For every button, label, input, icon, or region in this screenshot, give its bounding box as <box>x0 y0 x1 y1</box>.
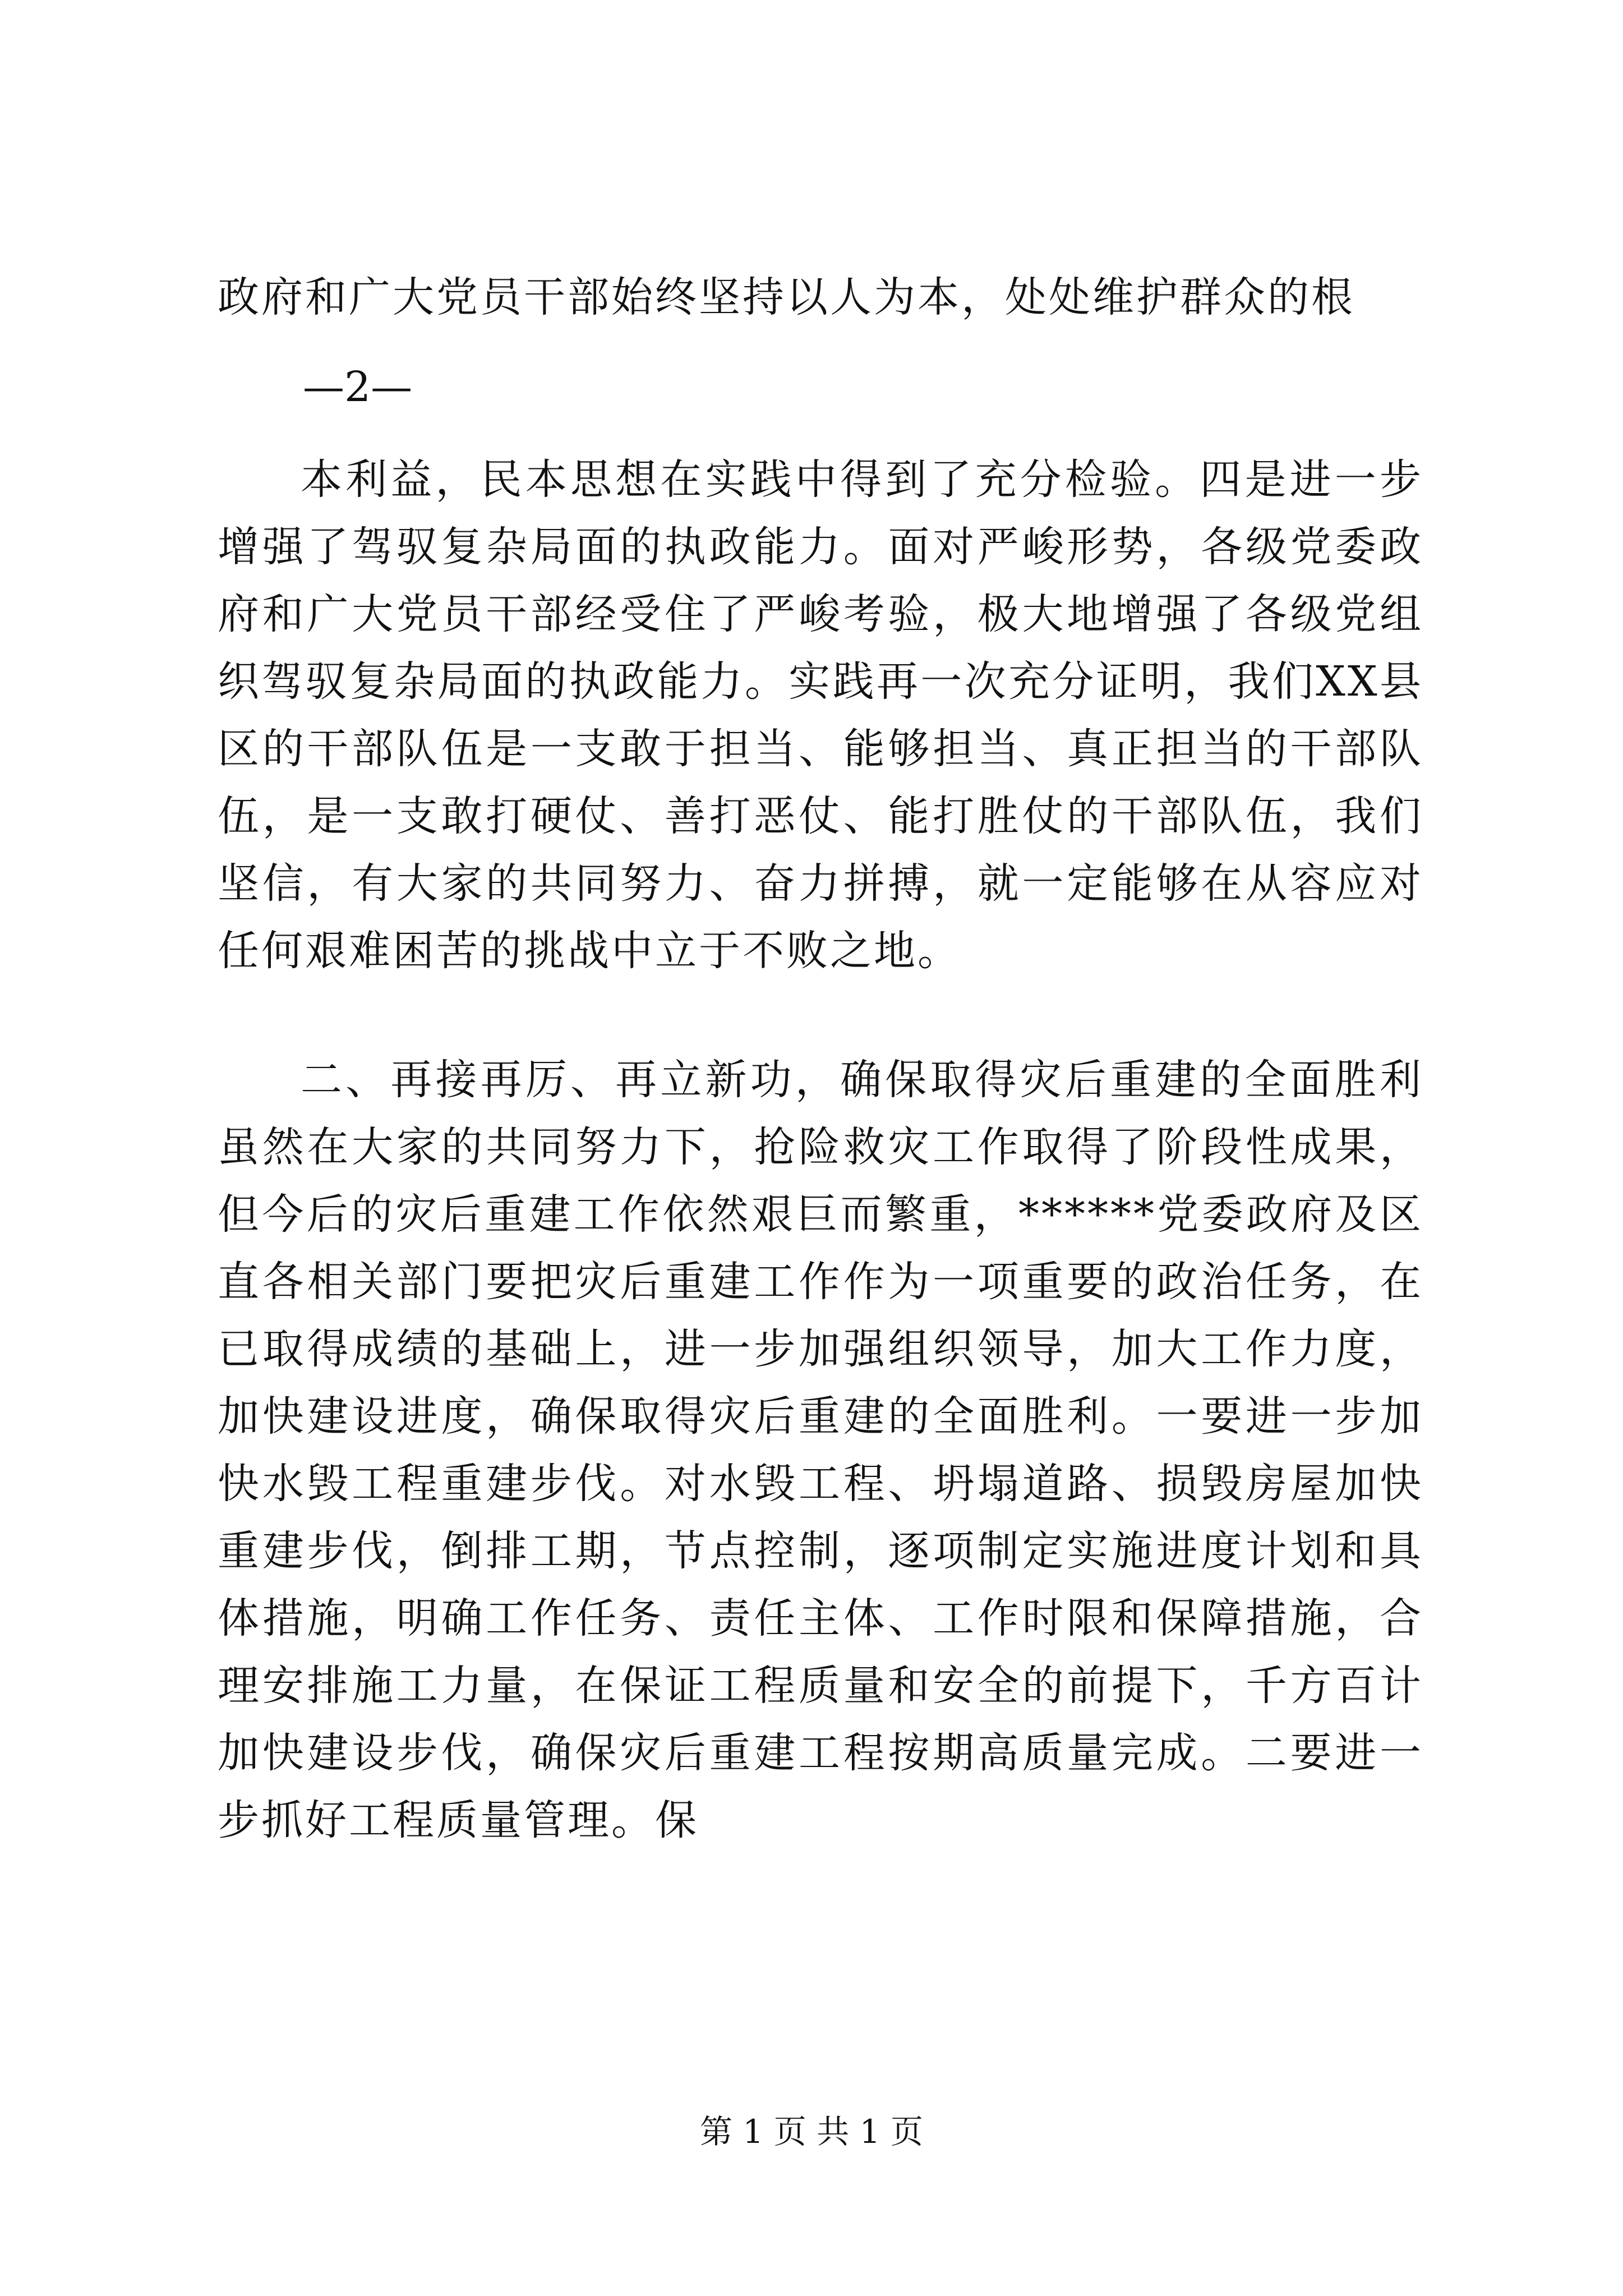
body-text-block-1 <box>218 446 1423 984</box>
page-marker: —2— <box>303 363 413 411</box>
continuation-line: 政府和广大党员干部始终坚持以人为本，处处维护群众的根 <box>218 273 1355 321</box>
page-footer: 第 1 页 共 1 页 <box>700 2113 923 2151</box>
paragraph: 二、再接再厉、再立新功，确保取得灾后重建的全面胜利虽然在大家的共同努力下，抢险救灾工作取得了阶段性成果，但今后的灾后重建工作依然艰巨而繁重，******党委政府及区直各相关部门要把灾后重建工作作为一项重要的政治任务，在已取得成绩的基础上，进一步加强组织领导，加大工作力度，加快建设进度，确保取得灾后重建的全面胜利。一要进一步加快水毁工程重建步伐。对水毁工程、坍塌道路、损毁房屋加快重建步伐，倒排工期，节点控制，逐项制定实施进度计划和具体措施，明确工作任务、责任主体、工作时限和保障措施，合理安排施工力量，在保证工程质量和安全的前提下，千方百计加快建设步伐，确保灾后重建工程按期高质量完成。二要进一步抓好工程质量管理。保 <box>218 1056 1423 1844</box>
body-text-block-2 <box>218 1046 1423 1854</box>
paragraph: 本利益，民本思想在实践中得到了充分检验。四是进一步增强了驾驭复杂局面的执政能力。面对严峻形势，各级党委政府和广大党员干部经受住了严峻考验，极大地增强了各级党组织驾驭复杂局面的执政能力。实践再一次充分证明，我们XX县区的干部队伍是一支敢于担当、能够担当、真正担当的干部队伍，是一支敢打硬仗、善打恶仗、能打胜仗的干部队伍，我们坚信，有大家的共同努力、奋力拼搏，就一定能够在从容应对任何艰难困苦的挑战中立于不败之地。 <box>218 455 1423 975</box>
